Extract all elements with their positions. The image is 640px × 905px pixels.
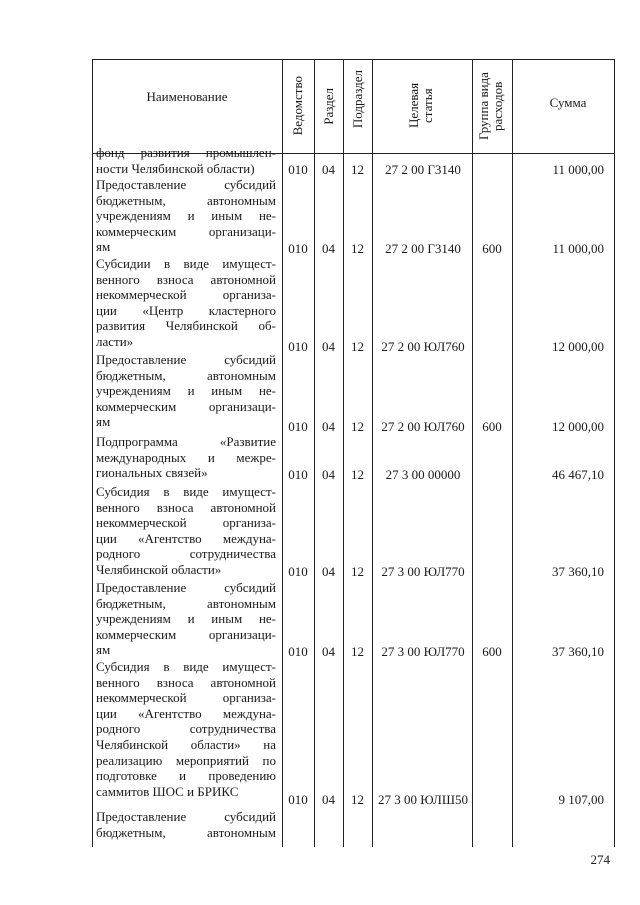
row-celevaya: 27 3 00 ЮЛ770: [381, 564, 465, 579]
row-name: Предоставление субсидий бюджетным, автономным учреждениям и иным не- коммерческим организаци- ям: [96, 580, 276, 658]
row-celevaya: 27 3 00 ЮЛ770: [381, 644, 465, 659]
row-podrazdel: 12: [351, 162, 364, 177]
row-celevaya: 27 2 00 ЮЛ760: [381, 419, 465, 434]
row-ved: 010: [288, 644, 308, 659]
row-ved: 010: [288, 339, 308, 354]
col-border: [314, 59, 315, 847]
row-razdel: 04: [322, 339, 335, 354]
row-summa: 9 107,00: [558, 792, 604, 807]
row-razdel: 04: [322, 241, 335, 256]
header-podrazdel: Подраздел: [349, 69, 365, 129]
row-summa: 12 000,00: [552, 419, 604, 434]
header-celevaya: Целевая статья: [406, 82, 435, 128]
row-gruppa: 600: [482, 419, 502, 434]
header-summa: Сумма: [549, 95, 587, 110]
row-name: Подпрограмма «Развитие международных и межре- гиональных связей»: [96, 434, 276, 481]
row-name: Субсидия в виде имущест- венного взноса автономной некоммерческой организа- ции «Агентство междуна- родного сотрудничества Челябинской области»: [96, 484, 276, 577]
row-summa: 11 000,00: [552, 162, 604, 177]
row-razdel: 04: [322, 564, 335, 579]
header-razdel: Раздел: [320, 87, 336, 125]
row-summa: 11 000,00: [552, 241, 604, 256]
col-border: [92, 59, 93, 847]
col-border: [282, 59, 283, 847]
row-ved: 010: [288, 564, 308, 579]
budget-table: [92, 59, 614, 847]
row-razdel: 04: [322, 644, 335, 659]
row-name: Предоставление субсидий бюджетным, автономным учреждениям и иным не- коммерческим организаци- ям: [96, 177, 276, 255]
row-razdel: 04: [322, 467, 335, 482]
row-razdel: 04: [322, 162, 335, 177]
row-gruppa: 600: [482, 241, 502, 256]
row-podrazdel: 12: [351, 339, 364, 354]
col-border: [512, 59, 513, 847]
header-name: Наименование: [146, 89, 228, 104]
col-border: [614, 59, 615, 847]
header-ved: Ведомство: [290, 76, 305, 136]
row-name: Предоставление субсидий бюджетным, автономным: [96, 809, 276, 840]
page-number: 274: [590, 852, 610, 867]
row-celevaya: 27 2 00 Г3140: [385, 162, 461, 177]
row-ved: 010: [288, 162, 308, 177]
row-celevaya: 27 3 00 00000: [385, 467, 461, 482]
row-podrazdel: 12: [351, 419, 364, 434]
row-podrazdel: 12: [351, 792, 364, 807]
row-celevaya: 27 3 00 ЮЛШ50: [378, 792, 468, 807]
col-border: [472, 59, 473, 847]
row-razdel: 04: [322, 419, 335, 434]
row-name: Субсидии в виде имущест- венного взноса автономной некоммерческой организа- ции «Центр кластерного развития Челябинской об- ласти»: [96, 256, 276, 349]
row-name: Предоставление субсидий бюджетным, автономным учреждениям и иным не- коммерческим организаци- ям: [96, 352, 276, 430]
col-border: [343, 59, 344, 847]
row-podrazdel: 12: [351, 467, 364, 482]
row-gruppa: 600: [482, 644, 502, 659]
row-ved: 010: [288, 467, 308, 482]
row-podrazdel: 12: [351, 241, 364, 256]
row-ved: 010: [288, 792, 308, 807]
row-name: Субсидия в виде имущест- венного взноса автономной некоммерческой организа- ции «Агентство междуна- родного сотрудничества Челябинской области» на реализацию мероприятий по подготовке и проведению саммитов ШОС и БРИКС: [96, 659, 276, 799]
row-podrazdel: 12: [351, 644, 364, 659]
row-celevaya: 27 2 00 Г3140: [385, 241, 461, 256]
row-summa: 12 000,00: [552, 339, 604, 354]
row-podrazdel: 12: [351, 564, 364, 579]
row-celevaya: 27 2 00 ЮЛ760: [381, 339, 465, 354]
row-summa: 46 467,10: [552, 467, 604, 482]
header-gruppa: Группа вида расходов: [476, 72, 505, 140]
row-razdel: 04: [322, 792, 335, 807]
row-summa: 37 360,10: [552, 644, 604, 659]
row-summa: 37 360,10: [552, 564, 604, 579]
row-ved: 010: [288, 241, 308, 256]
row-ved: 010: [288, 419, 308, 434]
row-name: фонд развития промышлен- ности Челябинской области): [96, 145, 276, 176]
col-border: [372, 59, 373, 847]
